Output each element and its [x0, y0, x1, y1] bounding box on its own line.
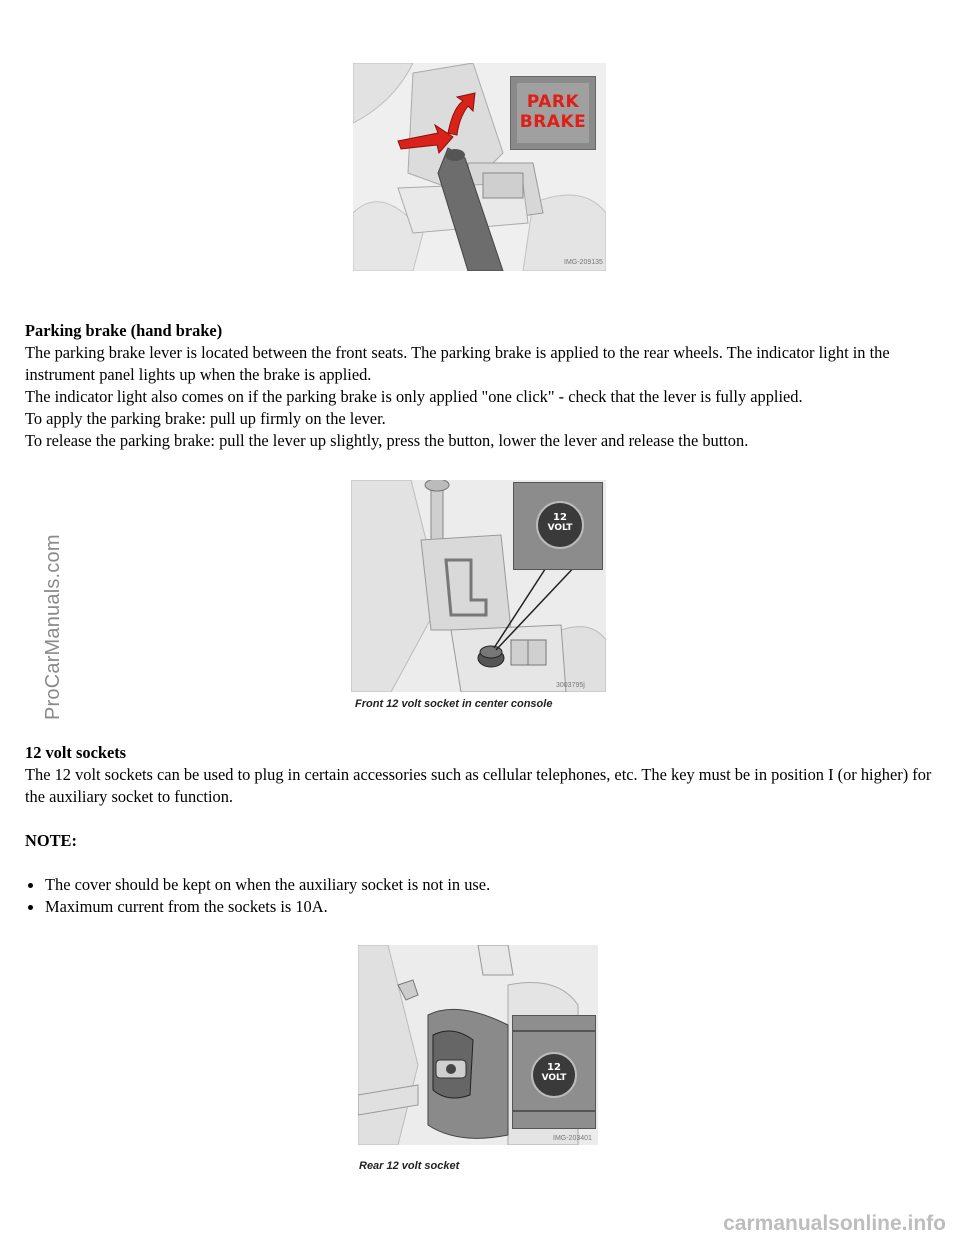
front-socket-caption: Front 12 volt socket in center console — [355, 698, 553, 710]
front-badge-line2: VOLT — [547, 523, 573, 533]
12-volt-icon — [531, 1052, 577, 1098]
rear-badge-line2: VOLT — [541, 1073, 567, 1083]
note-label: NOTE: — [25, 831, 77, 850]
list-item: Maximum current from the sockets is 10A. — [25, 896, 945, 918]
park-brake-badge-line1: PARK — [526, 92, 580, 112]
parking-brake-paragraph: The parking brake lever is located between the front seats. The parking brake is applied to the rear wheels. The indicator light in the instrument panel lights up when the brake is applied. — [25, 343, 890, 384]
rear-socket-image-id: IMG-203401 — [553, 1135, 592, 1142]
side-watermark: ProCarManuals.com — [42, 534, 64, 720]
12-volt-icon — [536, 501, 584, 549]
parking-brake-paragraph: To apply the parking brake: pull up firmly on the lever. — [25, 409, 386, 428]
park-brake-image-id: IMG-209135 — [564, 259, 603, 266]
park-brake-indicator-icon — [510, 76, 596, 150]
park-brake-badge-line2: BRAKE — [519, 112, 587, 132]
sockets-paragraph: The 12 volt sockets can be used to plug in certain accessories such as cellular telephones, etc. The key must be in position I (or higher) for the auxiliary socket to function. — [25, 765, 932, 806]
front-socket-image-id: 3003795j — [556, 682, 585, 689]
rear-socket-callout — [512, 1015, 596, 1129]
sockets-section — [25, 742, 945, 918]
parking-brake-heading: Parking brake (hand brake) — [25, 321, 223, 340]
note-list — [25, 874, 945, 918]
front-badge-line1: 12 — [553, 512, 567, 523]
list-item: The cover should be kept on when the auxiliary socket is not in use. — [25, 874, 945, 896]
parking-brake-paragraph: The indicator light also comes on if the parking brake is only applied "one click" - check that the lever is fully applied. — [25, 387, 803, 406]
parking-brake-illustration — [353, 63, 606, 271]
front-socket-illustration — [351, 480, 606, 692]
rear-badge-line1: 12 — [547, 1062, 561, 1073]
parking-brake-section — [25, 320, 945, 452]
rear-socket-illustration — [358, 945, 598, 1145]
parking-brake-paragraph: To release the parking brake: pull the lever up slightly, press the button, lower the lever and release the button. — [25, 431, 749, 450]
sockets-heading: 12 volt sockets — [25, 743, 127, 762]
bottom-watermark: carmanualsonline.info — [723, 1212, 946, 1235]
rear-socket-caption: Rear 12 volt socket — [359, 1160, 460, 1172]
front-socket-callout — [513, 482, 603, 570]
